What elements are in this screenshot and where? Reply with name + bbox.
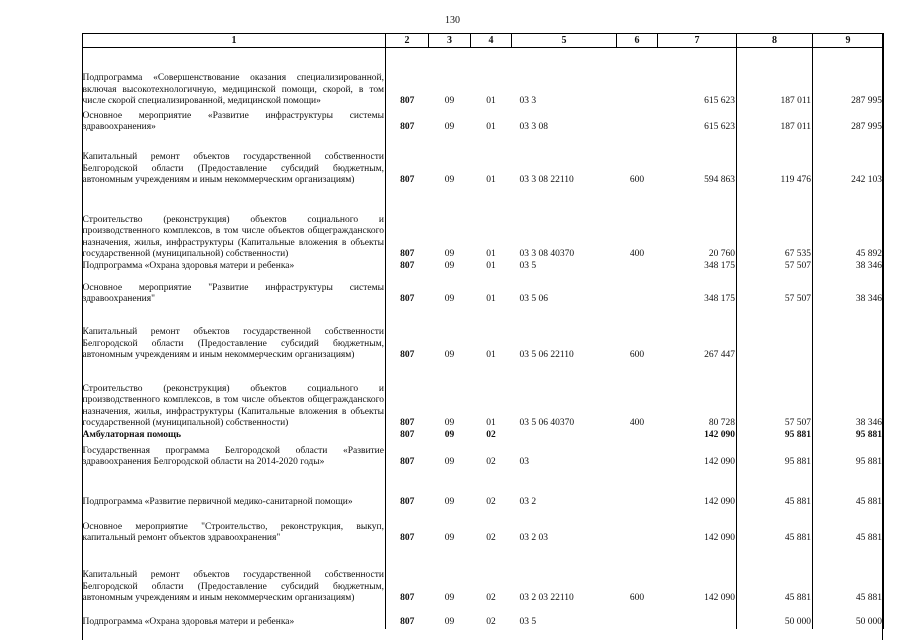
cell-amount-1: 80 728 — [658, 362, 737, 430]
cell-expense-type — [617, 48, 658, 108]
cell-subsection: 01 — [486, 175, 496, 185]
cell-target-article: 03 5 06 40370 — [519, 418, 575, 428]
table-row — [83, 442, 884, 469]
row-name: Основное мероприятие «Развитие инфраструктуры системы здравоохранения» — [83, 108, 386, 134]
table-row — [83, 605, 884, 629]
cell-amount-3: 242 103 — [813, 134, 884, 187]
cell-amount-1: 20 760 — [658, 187, 737, 261]
cell-subsection: 02 — [486, 430, 496, 440]
cell-grbs: 807 — [400, 533, 415, 543]
table-row — [83, 134, 884, 187]
cell-amount-3 — [813, 306, 884, 362]
cell-grbs: 807 — [400, 122, 415, 132]
cell-amount-3: 95 881 — [813, 442, 884, 469]
cell-section: 09 — [444, 430, 455, 440]
cell-subsection: 01 — [486, 96, 496, 106]
cell-amount-2: 45 881 — [737, 469, 813, 509]
cell-amount-2: 95 881 — [737, 442, 813, 469]
cell-subsection: 01 — [486, 294, 496, 304]
cell-target-article: 03 3 — [519, 96, 537, 106]
cell-amount-3: 287 995 — [813, 48, 884, 108]
cell-grbs: 807 — [400, 261, 415, 271]
cell-expense-type — [617, 108, 658, 134]
cell-section: 09 — [444, 294, 455, 304]
table-left-border — [82, 33, 83, 640]
cell-amount-2: 45 881 — [737, 509, 813, 545]
cell-target-article: 03 2 03 22110 — [519, 593, 574, 603]
row-name: Подпрограмма «Совершенствование оказания специализированной, включая высокотехнологичную, медицинской помощи, скорой, в том числе скорой специализированной, медицинской помощи» — [83, 48, 386, 108]
cell-target-article: 03 3 08 22110 — [519, 175, 574, 185]
cell-expense-type — [617, 442, 658, 469]
table-row — [83, 509, 884, 545]
cell-target-article: 03 2 03 — [519, 533, 548, 543]
cell-subsection: 01 — [486, 261, 496, 271]
cell-amount-1: 142 090 — [658, 509, 737, 545]
cell-amount-3: 45 881 — [813, 469, 884, 509]
cell-subsection: 02 — [486, 457, 496, 467]
cell-amount-1 — [658, 605, 737, 629]
cell-amount-3: 45 881 — [813, 545, 884, 605]
cell-expense-type — [617, 430, 658, 442]
cell-expense-type: 400 — [629, 249, 645, 259]
table-right-border — [882, 33, 883, 640]
header-col-4: 4 — [471, 34, 512, 48]
cell-amount-3: 38 346 — [813, 362, 884, 430]
table-row — [83, 362, 884, 430]
cell-subsection: 01 — [486, 122, 496, 132]
cell-subsection: 01 — [486, 249, 496, 259]
table-row — [83, 48, 884, 108]
row-name: Государственная программа Белгородской области «Развитие здравоохранения Белгородской области на 2014-2020 годы» — [83, 442, 386, 469]
cell-subsection: 02 — [486, 617, 496, 627]
row-name: Подпрограмма «Охрана здоровья матери и ребенка» — [83, 261, 386, 273]
cell-target-article: 03 3 08 40370 — [519, 249, 575, 259]
cell-section: 09 — [444, 96, 455, 106]
cell-section: 09 — [444, 457, 455, 467]
table-row — [83, 187, 884, 261]
cell-subsection: 02 — [486, 533, 496, 543]
cell-target-article: 03 5 06 — [519, 294, 548, 304]
cell-section: 09 — [444, 249, 455, 259]
cell-section: 09 — [444, 350, 455, 360]
cell-amount-3: 45 881 — [813, 509, 884, 545]
cell-subsection: 02 — [486, 497, 496, 507]
cell-section: 09 — [444, 122, 455, 132]
budget-table — [82, 33, 884, 629]
cell-amount-1: 348 175 — [658, 261, 737, 273]
table-row — [83, 306, 884, 362]
cell-expense-type: 400 — [629, 418, 645, 428]
cell-amount-3: 45 892 — [813, 187, 884, 261]
page-number: 130 — [445, 15, 460, 26]
cell-amount-1: 615 623 — [658, 48, 737, 108]
cell-amount-2: 57 507 — [737, 261, 813, 273]
cell-amount-1: 142 090 — [658, 469, 737, 509]
row-name: Подпрограмма «Развитие первичной медико-санитарной помощи» — [83, 469, 386, 509]
cell-amount-2: 187 011 — [737, 108, 813, 134]
header-col-6: 6 — [617, 34, 658, 48]
cell-expense-type — [617, 273, 658, 306]
cell-amount-2 — [737, 306, 813, 362]
cell-grbs: 807 — [400, 350, 415, 360]
row-name: Амбулаторная помощь — [83, 430, 386, 442]
cell-section: 09 — [444, 497, 455, 507]
cell-amount-2: 50 000 — [737, 605, 813, 629]
cell-expense-type — [617, 261, 658, 273]
table-row — [83, 430, 884, 442]
table-row — [83, 273, 884, 306]
cell-grbs: 807 — [400, 294, 415, 304]
cell-section: 09 — [444, 533, 455, 543]
header-col-9: 9 — [813, 34, 884, 48]
table-row — [83, 108, 884, 134]
cell-expense-type — [617, 605, 658, 629]
cell-amount-1: 142 090 — [658, 430, 737, 442]
header-col-5: 5 — [512, 34, 617, 48]
cell-amount-2: 119 476 — [737, 134, 813, 187]
cell-grbs: 807 — [400, 96, 415, 106]
cell-amount-3: 38 346 — [813, 261, 884, 273]
cell-expense-type — [617, 509, 658, 545]
row-name: Строительство (реконструкция) объектов социального и производственного комплексов, в том числе объектов общегражданского назначения, жилья, инфраструктуры (Капитальные вложения в объекты государственной (муниципальной) собственности) — [83, 362, 386, 430]
cell-amount-2: 67 535 — [737, 187, 813, 261]
header-col-8: 8 — [737, 34, 813, 48]
cell-amount-1: 594 863 — [658, 134, 737, 187]
cell-amount-3: 38 346 — [813, 273, 884, 306]
row-name: Подпрограмма «Охрана здоровья матери и ребенка» — [83, 605, 386, 629]
cell-target-article: 03 5 06 22110 — [519, 350, 574, 360]
cell-expense-type: 600 — [629, 350, 645, 360]
cell-subsection: 01 — [486, 418, 496, 428]
cell-grbs: 807 — [400, 430, 415, 440]
cell-expense-type: 600 — [629, 175, 645, 185]
cell-amount-1: 348 175 — [658, 273, 737, 306]
cell-target-article: 03 5 — [519, 617, 537, 627]
row-name: Основное мероприятие "Развитие инфраструктуры системы здравоохранения" — [83, 273, 386, 306]
cell-grbs: 807 — [400, 175, 415, 185]
cell-target-article — [512, 430, 617, 442]
cell-grbs: 807 — [400, 497, 415, 507]
cell-amount-1: 615 623 — [658, 108, 737, 134]
header-col-7: 7 — [658, 34, 737, 48]
cell-amount-2: 57 507 — [737, 362, 813, 430]
cell-amount-2: 45 881 — [737, 545, 813, 605]
row-name: Основное мероприятие "Строительство, реконструкция, выкуп, капитальный ремонт объектов здравоохранения" — [83, 509, 386, 545]
header-col-1: 1 — [83, 34, 386, 48]
row-name: Строительство (реконструкция) объектов социального и производственного комплексов, в том числе объектов общегражданского назначения, жилья, инфраструктуры (Капитальные вложения в объекты государственной (муниципальной) собственности) — [83, 187, 386, 261]
cell-grbs: 807 — [400, 593, 415, 603]
cell-subsection: 01 — [486, 350, 496, 360]
cell-grbs: 807 — [400, 617, 415, 627]
table-row — [83, 261, 884, 273]
cell-target-article: 03 3 08 — [519, 122, 548, 132]
table-row — [83, 545, 884, 605]
header-col-3: 3 — [429, 34, 471, 48]
table-row — [83, 469, 884, 509]
cell-amount-3: 50 000 — [813, 605, 884, 629]
cell-amount-3: 95 881 — [813, 430, 884, 442]
row-name: Капитальный ремонт объектов государственной собственности Белгородской области (Предоставление субсидий бюджетным, автономным учреждениям и иным некоммерческим организациям) — [83, 545, 386, 605]
cell-amount-2: 95 881 — [737, 430, 813, 442]
row-name: Капитальный ремонт объектов государственной собственности Белгородской области (Предоставление субсидий бюджетным, автономным учреждениям и иным некоммерческим организациям) — [83, 134, 386, 187]
cell-amount-3: 287 995 — [813, 108, 884, 134]
cell-amount-2: 187 011 — [737, 48, 813, 108]
cell-expense-type — [617, 469, 658, 509]
header-col-2: 2 — [386, 34, 429, 48]
cell-section: 09 — [444, 418, 455, 428]
cell-section: 09 — [444, 617, 455, 627]
cell-section: 09 — [444, 593, 455, 603]
cell-amount-1: 267 447 — [658, 306, 737, 362]
cell-grbs: 807 — [400, 249, 415, 259]
cell-grbs: 807 — [400, 418, 415, 428]
row-name: Капитальный ремонт объектов государственной собственности Белгородской области (Предоставление субсидий бюджетным, автономным учреждениям и иным некоммерческим организациям) — [83, 306, 386, 362]
cell-amount-1: 142 090 — [658, 442, 737, 469]
cell-section: 09 — [444, 261, 455, 271]
cell-target-article: 03 2 — [519, 497, 537, 507]
cell-amount-1: 142 090 — [658, 545, 737, 605]
cell-section: 09 — [444, 175, 455, 185]
cell-amount-2: 57 507 — [737, 273, 813, 306]
cell-target-article: 03 5 — [519, 261, 537, 271]
cell-target-article: 03 — [519, 457, 529, 467]
cell-subsection: 02 — [486, 593, 496, 603]
header-row — [83, 34, 884, 48]
cell-expense-type: 600 — [629, 593, 645, 603]
cell-grbs: 807 — [400, 457, 415, 467]
